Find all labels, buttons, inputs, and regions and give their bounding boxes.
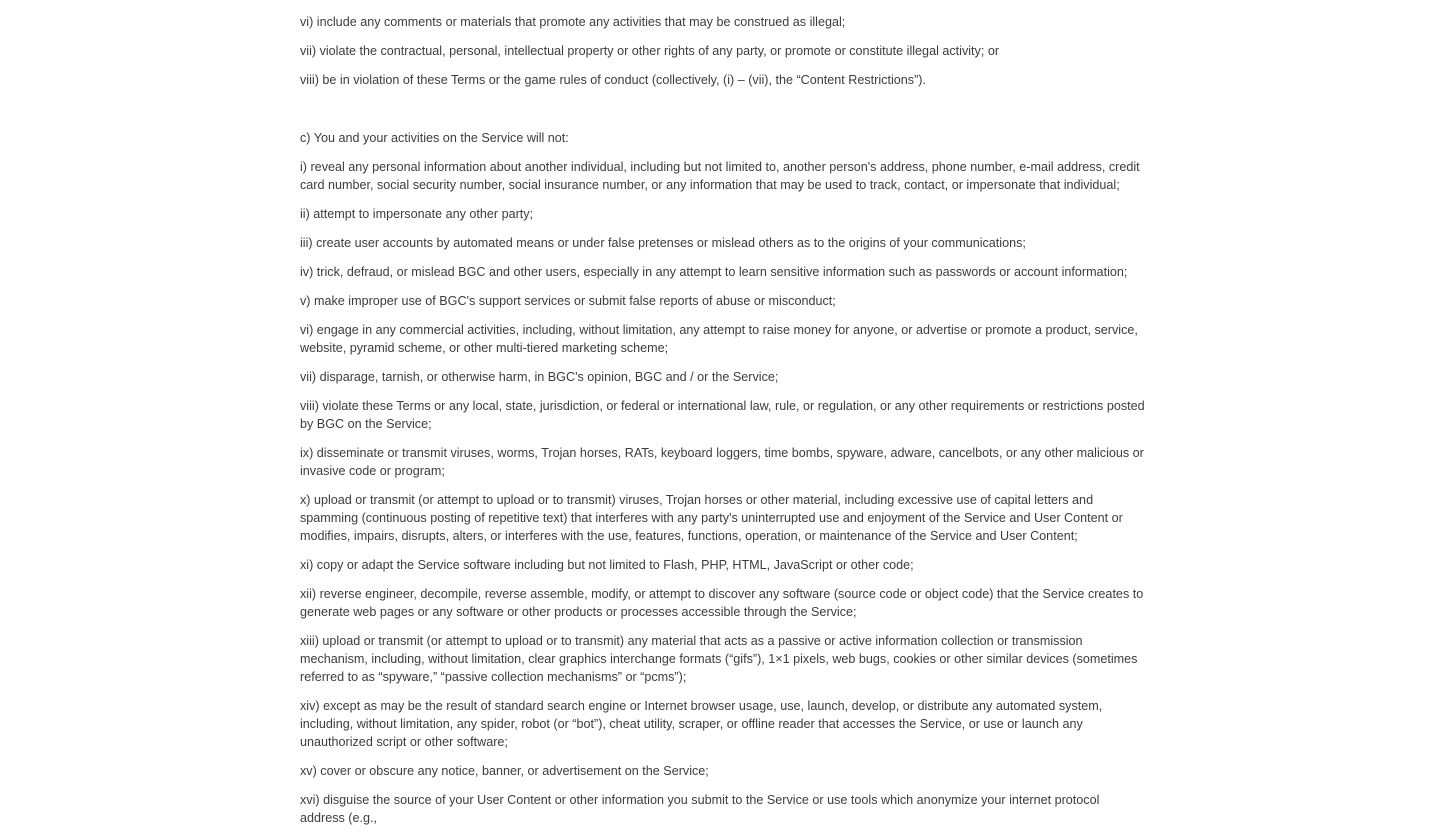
- section-c-item-iii: iii) create user accounts by automated means or under false pretenses or mislead others as to the origins of your communications;: [300, 236, 1026, 250]
- section-c-item-xiv: xiv) except as may be the result of standard search engine or Internet browser usage, use, launch, develop, or distribute any automated system, including, without limitation, any spider, robot (or “bot”), cheat utility, scraper, or offline reader that accesses the Service, or use or launch any unauthorized script or other software;: [300, 699, 1103, 749]
- terms-content: [300, 0, 1145, 838]
- section-c-item-xv: xv) cover or obscure any notice, banner, or advertisement on the Service;: [300, 764, 709, 778]
- terms-item-vii: vii) violate the contractual, personal, intellectual property or other rights of any party, or promote or constitute illegal activity; or: [300, 44, 1000, 58]
- section-c-item-viii: viii) violate these Terms or any local, state, jurisdiction, or federal or international law, rule, or regulation, or any other requirements or restrictions posted by BGC on the Service;: [300, 399, 1145, 431]
- section-c-item-ix: ix) disseminate or transmit viruses, worms, Trojan horses, RATs, keyboard loggers, time bombs, spyware, adware, cancelbots, or any other malicious or invasive code or program;: [300, 446, 1144, 478]
- terms-item-vi: vi) include any comments or materials that promote any activities that may be construed as illegal;: [300, 15, 846, 29]
- section-c-heading: c) You and your activities on the Service will not:: [300, 131, 569, 145]
- terms-item-v-partial: [300, 0, 1145, 2]
- section-c-item-v: v) make improper use of BGC's support services or submit false reports of abuse or misconduct;: [300, 294, 836, 308]
- section-c-item-iv: iv) trick, defraud, or mislead BGC and other users, especially in any attempt to learn sensitive information such as passwords or account information;: [300, 265, 1128, 279]
- section-c-item-vii: vii) disparage, tarnish, or otherwise harm, in BGC's opinion, BGC and / or the Service;: [300, 370, 779, 384]
- section-c-item-i: i) reveal any personal information about another individual, including but not limited to, another person's address, phone number, e-mail address, credit card number, social security number, social insurance number, or any information that may be used to track, contact, or impersonate that individual;: [300, 160, 1140, 192]
- section-spacer: [300, 100, 1145, 129]
- section-c-item-ii: ii) attempt to impersonate any other party;: [300, 207, 534, 221]
- section-c-item-xii: xii) reverse engineer, decompile, reverse assemble, modify, or attempt to discover any software (source code or object code) that the Service creates to generate web pages or any software or other products or processes accessible through the Service;: [300, 587, 1144, 619]
- section-c-item-xi: xi) copy or adapt the Service software including but not limited to Flash, PHP, HTML, JavaScript or other code;: [300, 558, 914, 572]
- section-c-item-x: x) upload or transmit (or attempt to upload or to transmit) viruses, Trojan horses or other material, including excessive use of capital letters and spamming (continuous posting of repetitive text) that interferes with any party's uninterrupted use and enjoyment of the Service and User Content or modifies, impairs, disrupts, alters, or interferes with the use, features, functions, operation, or maintenance of the Service and User Content;: [300, 493, 1123, 543]
- section-c-item-vi: vi) engage in any commercial activities, including, without limitation, any attempt to raise money for anyone, or advertise or promote a product, service, website, pyramid scheme, or other multi-tiered marketing scheme;: [300, 323, 1138, 355]
- section-c-item-xvi: xvi) disguise the source of your User Content or other information you submit to the Service or use tools which anonymize your internet protocol address (e.g.,: [300, 793, 1100, 825]
- terms-item-viii: viii) be in violation of these Terms or the game rules of conduct (collectively, (i) – (vii), the “Content Restrictions”).: [300, 73, 926, 87]
- section-c-item-xiii: xiii) upload or transmit (or attempt to upload or to transmit) any material that acts as a passive or active information collection or transmission mechanism, including, without limitation, clear graphics interchange formats (“gifs”), 1×1 pixels, web bugs, cookies or other similar devices (sometimes referred to as “spyware,” “passive collection mechanisms” or “pcms”);: [300, 634, 1138, 684]
